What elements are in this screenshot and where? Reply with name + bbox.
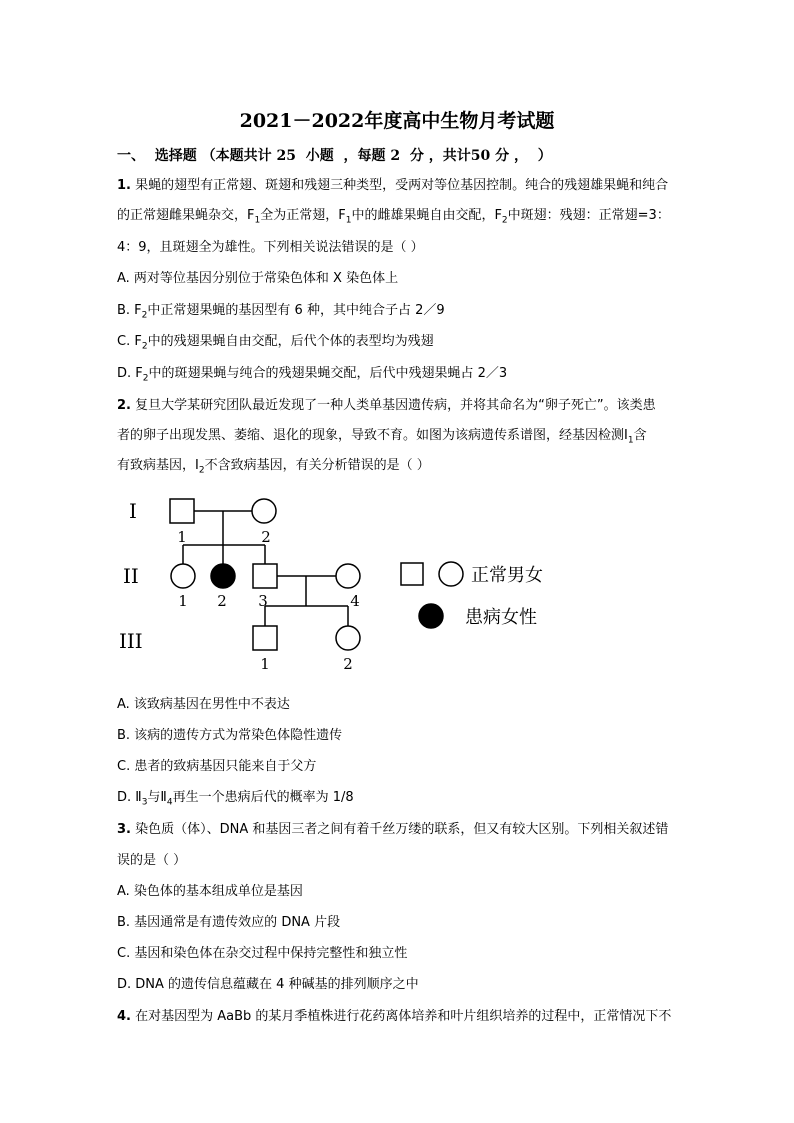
q3-option-d: D. DNA 的遗传信息蕴藏在 4 种碱基的排列顺序之中 <box>117 977 419 992</box>
q2-option-a: A. 该致病基因在男性中不表达 <box>117 697 290 712</box>
q1-line-2: 的正常翅雌果蝇杂交，$F_1$全为正常翅，$F_1$中的雌雄果蝇自由交配，$F_2$中斑翅：残翅：正常翅=3： <box>117 208 670 226</box>
generation-label-i: I <box>129 499 137 523</box>
pedigree-diagram <box>115 488 575 688</box>
q2-line-1: 2. 复旦大学某研究团队最近发现了一种人类单基因遗传病，并将其命名为“卵子死亡”。该类患 <box>117 398 656 413</box>
q1-option-d: D. $F_2$中的斑翅果蝇与纯合的残翅果蝇交配，后代中残翅果蝇占 2／3 <box>117 366 508 384</box>
q2-line-2: 者的卵子出现发黑、萎缩、退化的现象，导致不育。如图为该病遗传系谱图，经基因检测$Ⅰ_1$含 <box>117 428 647 446</box>
pedigree-ii4-female <box>336 564 360 588</box>
q1-option-b: B. $F_2$中正常翅果蝇的基因型有 6 种，其中纯合子占 2／9 <box>117 303 445 321</box>
pedigree-ii1-female <box>171 564 195 588</box>
generation-label-ii: II <box>123 564 139 588</box>
pedigree-ii2-affected-female <box>211 564 235 588</box>
q3-option-a: A. 染色体的基本组成单位是基因 <box>117 884 303 899</box>
pedigree-label: 2 <box>343 655 353 673</box>
legend-affected-label: 患病女性 <box>465 607 537 628</box>
pedigree-label: 1 <box>178 592 188 610</box>
q3-option-b: B. 基因通常是有遗传效应的 DNA 片段 <box>117 915 341 930</box>
q3-option-c: C. 基因和染色体在杂交过程中保持完整性和独立性 <box>117 946 408 961</box>
q2-line-3: 有致病基因，$Ⅰ_2$不含致病基因，有关分析错误的是（ ） <box>117 458 430 476</box>
pedigree-label: 4 <box>350 592 360 610</box>
generation-label-iii: III <box>119 629 143 653</box>
q1-line-1: 1. 果蝇的翅型有正常翅、斑翅和残翅三种类型，受两对等位基因控制。纯合的残翅雄果蝇和纯合 <box>117 178 669 193</box>
q3-line-1: 3. 染色质（体）、DNA 和基因三者之间有着千丝万缕的联系，但又有较大区别。下列相关叙述错 <box>117 822 669 837</box>
q1-line-3: 4：9，且斑翅全为雄性。下列相关说法错误的是（ ） <box>117 240 424 255</box>
pedigree-label: 2 <box>261 528 271 546</box>
pedigree-label: 3 <box>258 592 268 610</box>
q1-option-a: A. 两对等位基因分别位于常染色体和 X 染色体上 <box>117 271 399 286</box>
pedigree-ii3-male <box>253 564 277 588</box>
page-title: 2021－2022年度高中生物月考试题 <box>239 110 555 132</box>
pedigree-label: 1 <box>260 655 270 673</box>
q3-line-2: 误的是（ ） <box>117 853 187 868</box>
q1-option-c: C. $F_2$中的残翅果蝇自由交配，后代个体的表型均为残翅 <box>117 334 434 352</box>
pedigree-i1-male <box>170 499 194 523</box>
pedigree-label: 1 <box>177 528 187 546</box>
q2-option-d: D. $Ⅱ_3$与$Ⅱ_4$再生一个患病后代的概率为 1/8 <box>117 790 354 808</box>
legend-male-icon <box>401 563 423 585</box>
q2-option-c: C. 患者的致病基因只能来自于父方 <box>117 759 317 774</box>
legend-female-icon <box>439 562 463 586</box>
legend-affected-icon <box>419 604 443 628</box>
pedigree-iii1-male <box>253 626 277 650</box>
pedigree-i2-female <box>252 499 276 523</box>
q2-option-b: B. 该病的遗传方式为常染色体隐性遗传 <box>117 728 343 743</box>
q4-line-1: 4. 在对基因型为 AaBb 的某月季植株进行花药离体培养和叶片组织培养的过程中，正常情况下不 <box>117 1009 672 1024</box>
section-heading: 一、 选择题 （本题共计 25 小题 ，每题 2 分 ，共计50 分 ， ） <box>117 148 552 164</box>
legend-normal-label: 正常男女 <box>471 565 543 586</box>
pedigree-label: 2 <box>217 592 227 610</box>
pedigree-iii2-female <box>336 626 360 650</box>
